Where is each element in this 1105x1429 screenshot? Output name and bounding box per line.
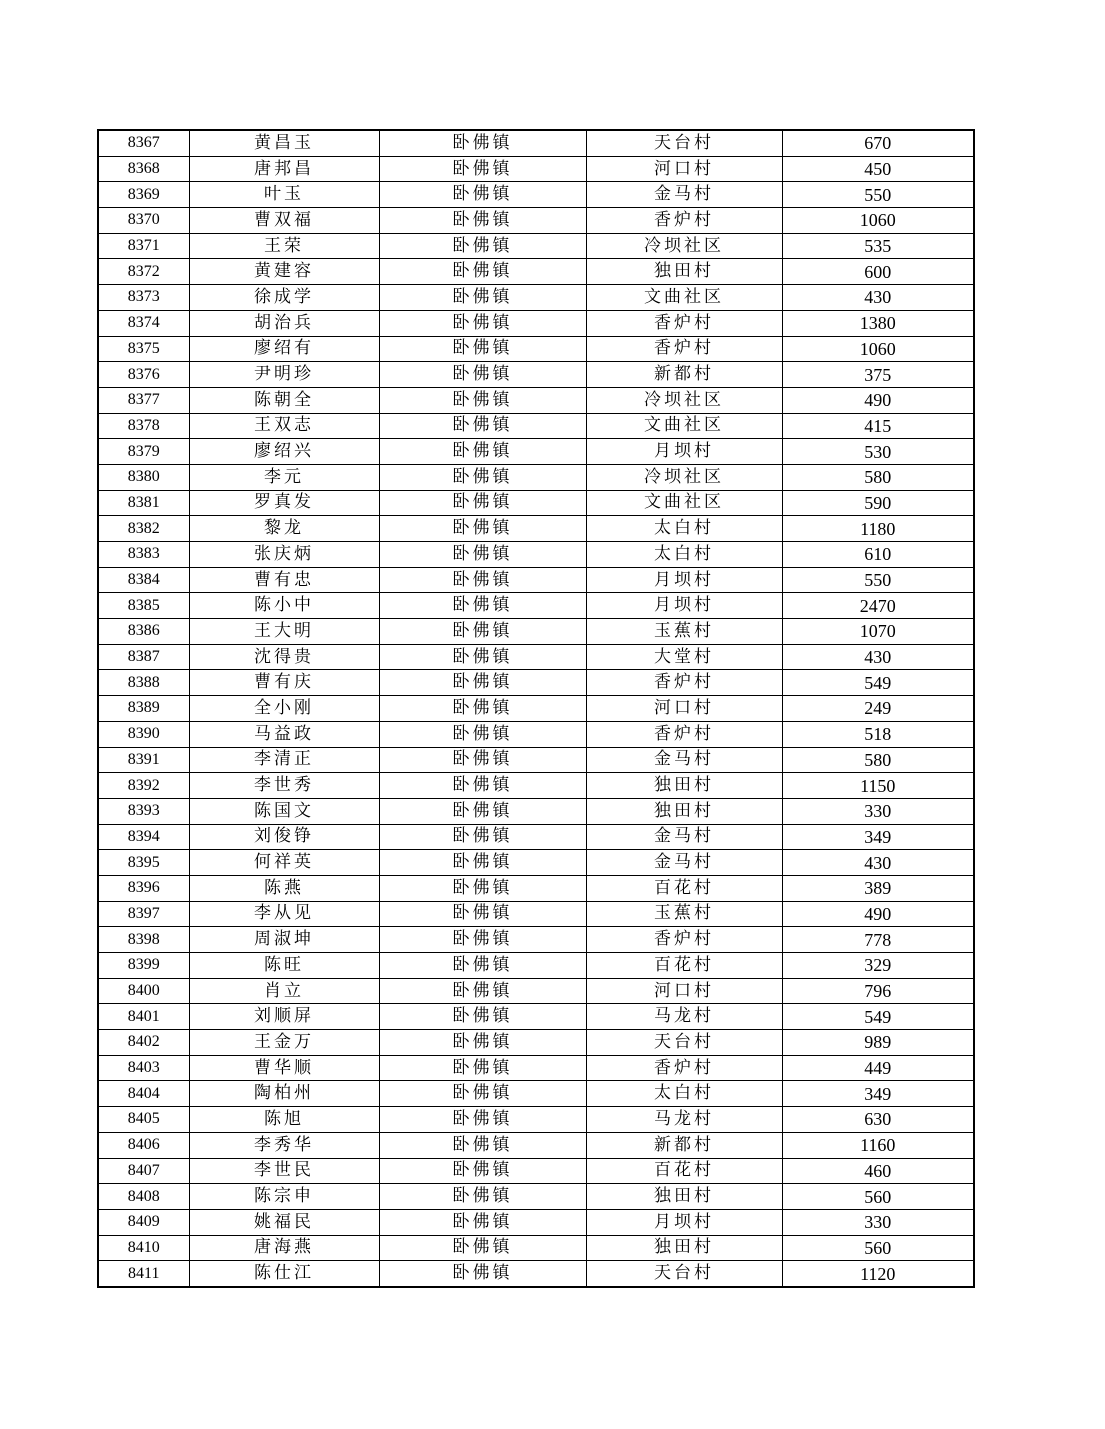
table-row <box>98 1004 974 1030</box>
amount-cell: 1060 <box>782 208 974 234</box>
table-row <box>98 721 974 747</box>
town-cell: 卧佛镇 <box>379 336 586 362</box>
person-name-cell: 陈小中 <box>189 593 379 619</box>
record-number-cell: 8367 <box>98 130 189 156</box>
person-name-cell: 尹明珍 <box>189 362 379 388</box>
table-row <box>98 824 974 850</box>
amount-cell: 989 <box>782 1030 974 1056</box>
amount-cell: 1160 <box>782 1132 974 1158</box>
record-number-cell: 8391 <box>98 747 189 773</box>
town-cell: 卧佛镇 <box>379 721 586 747</box>
village-cell: 河口村 <box>586 696 782 722</box>
record-number-cell: 8392 <box>98 773 189 799</box>
village-cell: 新都村 <box>586 362 782 388</box>
amount-cell: 375 <box>782 362 974 388</box>
record-number-cell: 8388 <box>98 670 189 696</box>
amount-cell: 1120 <box>782 1261 974 1287</box>
record-number-cell: 8382 <box>98 516 189 542</box>
town-cell: 卧佛镇 <box>379 696 586 722</box>
town-cell: 卧佛镇 <box>379 1209 586 1235</box>
record-number-cell: 8403 <box>98 1055 189 1081</box>
amount-cell: 670 <box>782 130 974 156</box>
town-cell: 卧佛镇 <box>379 516 586 542</box>
town-cell: 卧佛镇 <box>379 464 586 490</box>
table-row <box>98 156 974 182</box>
table-row <box>98 1030 974 1056</box>
town-cell: 卧佛镇 <box>379 1158 586 1184</box>
town-cell: 卧佛镇 <box>379 1107 586 1133</box>
table-row <box>98 362 974 388</box>
roster-table <box>97 129 975 1288</box>
town-cell: 卧佛镇 <box>379 1261 586 1287</box>
record-number-cell: 8387 <box>98 644 189 670</box>
amount-cell: 1070 <box>782 619 974 645</box>
person-name-cell: 陈仕江 <box>189 1261 379 1287</box>
table-row <box>98 1235 974 1261</box>
record-number-cell: 8380 <box>98 464 189 490</box>
village-cell: 大堂村 <box>586 644 782 670</box>
amount-cell: 430 <box>782 644 974 670</box>
table-row <box>98 593 974 619</box>
village-cell: 金马村 <box>586 824 782 850</box>
table-row <box>98 1107 974 1133</box>
village-cell: 香炉村 <box>586 927 782 953</box>
village-cell: 冷坝社区 <box>586 233 782 259</box>
table-row <box>98 798 974 824</box>
record-number-cell: 8368 <box>98 156 189 182</box>
person-name-cell: 曹双福 <box>189 208 379 234</box>
amount-cell: 1180 <box>782 516 974 542</box>
table-row <box>98 1132 974 1158</box>
person-name-cell: 廖绍有 <box>189 336 379 362</box>
record-number-cell: 8394 <box>98 824 189 850</box>
village-cell: 金马村 <box>586 747 782 773</box>
town-cell: 卧佛镇 <box>379 773 586 799</box>
person-name-cell: 唐海燕 <box>189 1235 379 1261</box>
person-name-cell: 王荣 <box>189 233 379 259</box>
town-cell: 卧佛镇 <box>379 978 586 1004</box>
table-row <box>98 1081 974 1107</box>
amount-cell: 430 <box>782 285 974 311</box>
table-row <box>98 259 974 285</box>
amount-cell: 778 <box>782 927 974 953</box>
record-number-cell: 8374 <box>98 310 189 336</box>
record-number-cell: 8405 <box>98 1107 189 1133</box>
record-number-cell: 8369 <box>98 182 189 208</box>
town-cell: 卧佛镇 <box>379 644 586 670</box>
person-name-cell: 陈燕 <box>189 875 379 901</box>
village-cell: 金马村 <box>586 182 782 208</box>
person-name-cell: 何祥英 <box>189 850 379 876</box>
amount-cell: 330 <box>782 1209 974 1235</box>
record-number-cell: 8397 <box>98 901 189 927</box>
table-row <box>98 670 974 696</box>
record-number-cell: 8373 <box>98 285 189 311</box>
person-name-cell: 徐成学 <box>189 285 379 311</box>
town-cell: 卧佛镇 <box>379 208 586 234</box>
village-cell: 百花村 <box>586 953 782 979</box>
town-cell: 卧佛镇 <box>379 259 586 285</box>
village-cell: 天台村 <box>586 1261 782 1287</box>
table-row <box>98 413 974 439</box>
amount-cell: 449 <box>782 1055 974 1081</box>
amount-cell: 535 <box>782 233 974 259</box>
person-name-cell: 全小刚 <box>189 696 379 722</box>
person-name-cell: 李清正 <box>189 747 379 773</box>
table-row <box>98 850 974 876</box>
table-row <box>98 1055 974 1081</box>
town-cell: 卧佛镇 <box>379 875 586 901</box>
amount-cell: 430 <box>782 850 974 876</box>
town-cell: 卧佛镇 <box>379 953 586 979</box>
person-name-cell: 陈国文 <box>189 798 379 824</box>
table-row <box>98 208 974 234</box>
town-cell: 卧佛镇 <box>379 310 586 336</box>
person-name-cell: 马益政 <box>189 721 379 747</box>
town-cell: 卧佛镇 <box>379 130 586 156</box>
amount-cell: 550 <box>782 182 974 208</box>
amount-cell: 580 <box>782 747 974 773</box>
record-number-cell: 8401 <box>98 1004 189 1030</box>
village-cell: 马龙村 <box>586 1107 782 1133</box>
person-name-cell: 胡治兵 <box>189 310 379 336</box>
village-cell: 冷坝社区 <box>586 464 782 490</box>
town-cell: 卧佛镇 <box>379 1081 586 1107</box>
village-cell: 独田村 <box>586 773 782 799</box>
town-cell: 卧佛镇 <box>379 233 586 259</box>
person-name-cell: 李元 <box>189 464 379 490</box>
record-number-cell: 8410 <box>98 1235 189 1261</box>
town-cell: 卧佛镇 <box>379 387 586 413</box>
amount-cell: 460 <box>782 1158 974 1184</box>
person-name-cell: 王金万 <box>189 1030 379 1056</box>
record-number-cell: 8399 <box>98 953 189 979</box>
amount-cell: 560 <box>782 1235 974 1261</box>
town-cell: 卧佛镇 <box>379 824 586 850</box>
village-cell: 金马村 <box>586 850 782 876</box>
town-cell: 卧佛镇 <box>379 156 586 182</box>
town-cell: 卧佛镇 <box>379 927 586 953</box>
record-number-cell: 8375 <box>98 336 189 362</box>
village-cell: 文曲社区 <box>586 490 782 516</box>
record-number-cell: 8379 <box>98 439 189 465</box>
person-name-cell: 姚福民 <box>189 1209 379 1235</box>
town-cell: 卧佛镇 <box>379 285 586 311</box>
town-cell: 卧佛镇 <box>379 1030 586 1056</box>
person-name-cell: 张庆炳 <box>189 542 379 568</box>
village-cell: 文曲社区 <box>586 285 782 311</box>
record-number-cell: 8389 <box>98 696 189 722</box>
amount-cell: 2470 <box>782 593 974 619</box>
town-cell: 卧佛镇 <box>379 670 586 696</box>
village-cell: 太白村 <box>586 542 782 568</box>
person-name-cell: 沈得贵 <box>189 644 379 670</box>
town-cell: 卧佛镇 <box>379 901 586 927</box>
record-number-cell: 8383 <box>98 542 189 568</box>
person-name-cell: 肖立 <box>189 978 379 1004</box>
village-cell: 太白村 <box>586 516 782 542</box>
village-cell: 独田村 <box>586 1235 782 1261</box>
table-row <box>98 464 974 490</box>
roster-table-body <box>98 130 974 1287</box>
person-name-cell: 曹有庆 <box>189 670 379 696</box>
person-name-cell: 黄建容 <box>189 259 379 285</box>
amount-cell: 1150 <box>782 773 974 799</box>
person-name-cell: 叶玉 <box>189 182 379 208</box>
town-cell: 卧佛镇 <box>379 798 586 824</box>
amount-cell: 549 <box>782 670 974 696</box>
person-name-cell: 李秀华 <box>189 1132 379 1158</box>
amount-cell: 796 <box>782 978 974 1004</box>
amount-cell: 610 <box>782 542 974 568</box>
village-cell: 天台村 <box>586 130 782 156</box>
village-cell: 独田村 <box>586 1184 782 1210</box>
town-cell: 卧佛镇 <box>379 182 586 208</box>
person-name-cell: 刘顺屏 <box>189 1004 379 1030</box>
amount-cell: 490 <box>782 387 974 413</box>
town-cell: 卧佛镇 <box>379 619 586 645</box>
person-name-cell: 李世秀 <box>189 773 379 799</box>
village-cell: 太白村 <box>586 1081 782 1107</box>
person-name-cell: 李世民 <box>189 1158 379 1184</box>
person-name-cell: 陶柏州 <box>189 1081 379 1107</box>
amount-cell: 600 <box>782 259 974 285</box>
record-number-cell: 8384 <box>98 567 189 593</box>
town-cell: 卧佛镇 <box>379 362 586 388</box>
village-cell: 百花村 <box>586 1158 782 1184</box>
record-number-cell: 8381 <box>98 490 189 516</box>
amount-cell: 550 <box>782 567 974 593</box>
table-row <box>98 773 974 799</box>
village-cell: 文曲社区 <box>586 413 782 439</box>
record-number-cell: 8385 <box>98 593 189 619</box>
person-name-cell: 王大明 <box>189 619 379 645</box>
amount-cell: 1380 <box>782 310 974 336</box>
table-row <box>98 233 974 259</box>
amount-cell: 349 <box>782 824 974 850</box>
table-row <box>98 182 974 208</box>
village-cell: 玉蕉村 <box>586 901 782 927</box>
person-name-cell: 周淑坤 <box>189 927 379 953</box>
table-row <box>98 644 974 670</box>
amount-cell: 249 <box>782 696 974 722</box>
record-number-cell: 8377 <box>98 387 189 413</box>
village-cell: 香炉村 <box>586 310 782 336</box>
table-row <box>98 927 974 953</box>
town-cell: 卧佛镇 <box>379 593 586 619</box>
table-row <box>98 542 974 568</box>
table-row <box>98 567 974 593</box>
amount-cell: 330 <box>782 798 974 824</box>
amount-cell: 450 <box>782 156 974 182</box>
amount-cell: 415 <box>782 413 974 439</box>
village-cell: 月坝村 <box>586 439 782 465</box>
village-cell: 河口村 <box>586 156 782 182</box>
record-number-cell: 8407 <box>98 1158 189 1184</box>
village-cell: 月坝村 <box>586 567 782 593</box>
record-number-cell: 8378 <box>98 413 189 439</box>
amount-cell: 389 <box>782 875 974 901</box>
table-row <box>98 619 974 645</box>
table-row <box>98 387 974 413</box>
table-row <box>98 875 974 901</box>
table-row <box>98 747 974 773</box>
person-name-cell: 廖绍兴 <box>189 439 379 465</box>
amount-cell: 1060 <box>782 336 974 362</box>
table-row <box>98 516 974 542</box>
village-cell: 月坝村 <box>586 593 782 619</box>
town-cell: 卧佛镇 <box>379 439 586 465</box>
record-number-cell: 8396 <box>98 875 189 901</box>
town-cell: 卧佛镇 <box>379 1132 586 1158</box>
amount-cell: 490 <box>782 901 974 927</box>
town-cell: 卧佛镇 <box>379 1184 586 1210</box>
amount-cell: 590 <box>782 490 974 516</box>
town-cell: 卧佛镇 <box>379 1004 586 1030</box>
record-number-cell: 8372 <box>98 259 189 285</box>
record-number-cell: 8386 <box>98 619 189 645</box>
record-number-cell: 8398 <box>98 927 189 953</box>
person-name-cell: 刘俊铮 <box>189 824 379 850</box>
village-cell: 香炉村 <box>586 670 782 696</box>
person-name-cell: 李从见 <box>189 901 379 927</box>
village-cell: 百花村 <box>586 875 782 901</box>
table-row <box>98 336 974 362</box>
record-number-cell: 8370 <box>98 208 189 234</box>
table-row <box>98 310 974 336</box>
village-cell: 香炉村 <box>586 336 782 362</box>
table-row <box>98 1158 974 1184</box>
table-row <box>98 901 974 927</box>
amount-cell: 518 <box>782 721 974 747</box>
table-row <box>98 130 974 156</box>
table-row <box>98 439 974 465</box>
table-row <box>98 285 974 311</box>
record-number-cell: 8400 <box>98 978 189 1004</box>
record-number-cell: 8395 <box>98 850 189 876</box>
town-cell: 卧佛镇 <box>379 850 586 876</box>
table-row <box>98 953 974 979</box>
village-cell: 冷坝社区 <box>586 387 782 413</box>
record-number-cell: 8408 <box>98 1184 189 1210</box>
record-number-cell: 8402 <box>98 1030 189 1056</box>
town-cell: 卧佛镇 <box>379 413 586 439</box>
person-name-cell: 曹华顺 <box>189 1055 379 1081</box>
person-name-cell: 陈旺 <box>189 953 379 979</box>
amount-cell: 549 <box>782 1004 974 1030</box>
village-cell: 独田村 <box>586 259 782 285</box>
village-cell: 河口村 <box>586 978 782 1004</box>
town-cell: 卧佛镇 <box>379 1235 586 1261</box>
village-cell: 香炉村 <box>586 721 782 747</box>
town-cell: 卧佛镇 <box>379 542 586 568</box>
record-number-cell: 8376 <box>98 362 189 388</box>
town-cell: 卧佛镇 <box>379 1055 586 1081</box>
person-name-cell: 陈宗申 <box>189 1184 379 1210</box>
table-row <box>98 490 974 516</box>
amount-cell: 329 <box>782 953 974 979</box>
town-cell: 卧佛镇 <box>379 490 586 516</box>
village-cell: 新都村 <box>586 1132 782 1158</box>
village-cell: 香炉村 <box>586 208 782 234</box>
record-number-cell: 8404 <box>98 1081 189 1107</box>
village-cell: 香炉村 <box>586 1055 782 1081</box>
record-number-cell: 8393 <box>98 798 189 824</box>
person-name-cell: 王双志 <box>189 413 379 439</box>
amount-cell: 560 <box>782 1184 974 1210</box>
town-cell: 卧佛镇 <box>379 567 586 593</box>
table-row <box>98 1184 974 1210</box>
town-cell: 卧佛镇 <box>379 747 586 773</box>
table-row <box>98 1261 974 1287</box>
amount-cell: 530 <box>782 439 974 465</box>
record-number-cell: 8411 <box>98 1261 189 1287</box>
person-name-cell: 陈旭 <box>189 1107 379 1133</box>
record-number-cell: 8409 <box>98 1209 189 1235</box>
amount-cell: 630 <box>782 1107 974 1133</box>
person-name-cell: 黄昌玉 <box>189 130 379 156</box>
table-row <box>98 1209 974 1235</box>
person-name-cell: 唐邦昌 <box>189 156 379 182</box>
person-name-cell: 罗真发 <box>189 490 379 516</box>
amount-cell: 349 <box>782 1081 974 1107</box>
village-cell: 天台村 <box>586 1030 782 1056</box>
village-cell: 玉蕉村 <box>586 619 782 645</box>
person-name-cell: 黎龙 <box>189 516 379 542</box>
person-name-cell: 曹有忠 <box>189 567 379 593</box>
table-row <box>98 696 974 722</box>
person-name-cell: 陈朝全 <box>189 387 379 413</box>
village-cell: 月坝村 <box>586 1209 782 1235</box>
record-number-cell: 8406 <box>98 1132 189 1158</box>
record-number-cell: 8390 <box>98 721 189 747</box>
village-cell: 独田村 <box>586 798 782 824</box>
table-row <box>98 978 974 1004</box>
village-cell: 马龙村 <box>586 1004 782 1030</box>
amount-cell: 580 <box>782 464 974 490</box>
record-number-cell: 8371 <box>98 233 189 259</box>
